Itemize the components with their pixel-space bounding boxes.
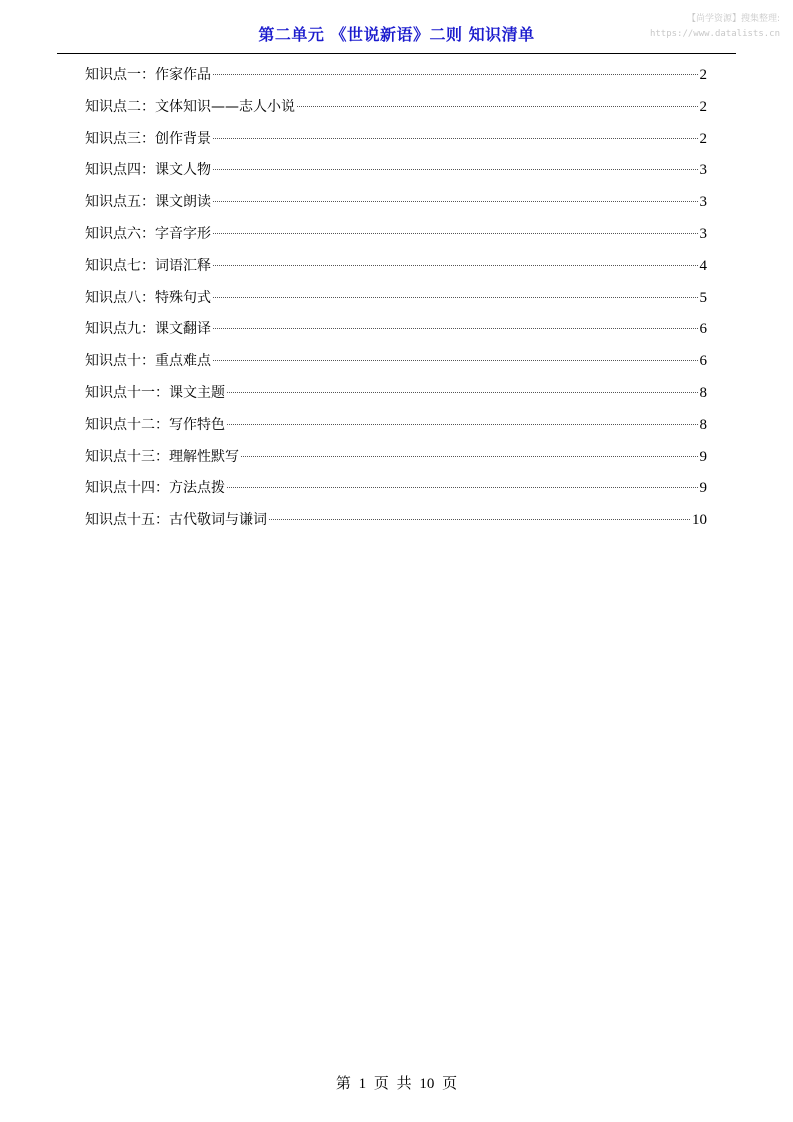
toc-entry-label: 知识点三：创作背景 bbox=[85, 130, 211, 147]
toc-entry[interactable] bbox=[85, 442, 707, 474]
toc-entry[interactable] bbox=[85, 346, 707, 378]
toc-dot-leader bbox=[213, 360, 698, 361]
toc-entry-label: 知识点十三：理解性默写 bbox=[85, 448, 239, 465]
toc-entry-page-number: 8 bbox=[699, 384, 707, 401]
toc-dot-leader bbox=[213, 328, 698, 329]
toc-entry-page-number: 2 bbox=[699, 67, 707, 83]
toc-dot-leader bbox=[241, 456, 698, 457]
toc-dot-leader bbox=[213, 265, 698, 266]
toc-entry[interactable] bbox=[85, 60, 707, 92]
toc-entry-label: 知识点九：课文翻译 bbox=[85, 321, 211, 338]
toc-dot-leader bbox=[227, 487, 698, 488]
toc-entry-page-number: 5 bbox=[699, 289, 707, 306]
watermark bbox=[650, 12, 780, 42]
toc-entry-page-number: 10 bbox=[692, 512, 707, 529]
toc-entry-label: 知识点五：课文朗读 bbox=[85, 194, 211, 211]
toc-entry[interactable] bbox=[85, 378, 707, 410]
toc-entry-label: 知识点十四：方法点拨 bbox=[85, 480, 225, 497]
toc-entry[interactable] bbox=[85, 251, 707, 283]
document-title: 第二单元 《世说新语》二则 知识清单 bbox=[258, 25, 535, 44]
toc-entry[interactable] bbox=[85, 187, 707, 219]
toc-entry[interactable] bbox=[85, 283, 707, 315]
toc-entry[interactable] bbox=[85, 314, 707, 346]
watermark-source: 【尚学资源】搜集整理: bbox=[686, 14, 780, 24]
toc-dot-leader bbox=[213, 138, 698, 139]
toc-entry-page-number: 6 bbox=[699, 321, 707, 338]
toc-dot-leader bbox=[213, 74, 698, 75]
toc-entry[interactable] bbox=[85, 505, 707, 537]
toc-entry[interactable] bbox=[85, 410, 707, 442]
toc-dot-leader bbox=[227, 424, 698, 425]
toc-entry-page-number: 9 bbox=[699, 448, 707, 465]
toc-entry-page-number: 4 bbox=[699, 257, 707, 274]
toc-entry[interactable] bbox=[85, 473, 707, 505]
toc-entry-page-number: 2 bbox=[699, 98, 707, 115]
toc-entry-page-number: 3 bbox=[699, 194, 707, 211]
toc-entry[interactable] bbox=[85, 124, 707, 156]
toc-entry[interactable] bbox=[85, 219, 707, 251]
table-of-contents bbox=[85, 60, 707, 537]
toc-dot-leader bbox=[213, 201, 698, 202]
toc-entry-page-number: 6 bbox=[699, 353, 707, 370]
toc-entry-label: 知识点七：词语汇释 bbox=[85, 257, 211, 274]
watermark-url: https://www.datalists.cn bbox=[649, 29, 780, 39]
toc-dot-leader bbox=[213, 233, 698, 234]
toc-entry-label: 知识点十五：古代敬词与谦词 bbox=[85, 512, 267, 529]
toc-dot-leader bbox=[227, 392, 698, 393]
toc-entry-page-number: 8 bbox=[699, 416, 707, 433]
header-divider bbox=[57, 53, 736, 54]
toc-entry-label: 知识点四：课文人物 bbox=[85, 162, 211, 179]
toc-entry-label: 知识点十二：写作特色 bbox=[85, 416, 225, 433]
toc-entry-label: 知识点十一：课文主题 bbox=[85, 384, 225, 401]
toc-entry-page-number: 2 bbox=[699, 130, 707, 147]
toc-entry-page-number: 3 bbox=[699, 225, 707, 242]
toc-dot-leader bbox=[213, 297, 698, 298]
toc-entry-label: 知识点一：作家作品 bbox=[85, 67, 211, 83]
toc-entry[interactable] bbox=[85, 155, 707, 187]
toc-entry[interactable] bbox=[85, 92, 707, 124]
toc-dot-leader bbox=[269, 519, 690, 520]
toc-entry-label: 知识点八：特殊句式 bbox=[85, 289, 211, 306]
page-footer: 第 1 页 共 10 页 bbox=[335, 1076, 458, 1092]
toc-entry-label: 知识点十：重点难点 bbox=[85, 353, 211, 370]
toc-entry-label: 知识点二：文体知识——志人小说 bbox=[85, 98, 295, 115]
toc-dot-leader bbox=[297, 106, 698, 107]
toc-entry-label: 知识点六：字音字形 bbox=[85, 225, 211, 242]
toc-entry-page-number: 3 bbox=[699, 162, 707, 179]
toc-entry-page-number: 9 bbox=[699, 480, 707, 497]
toc-dot-leader bbox=[213, 169, 698, 170]
